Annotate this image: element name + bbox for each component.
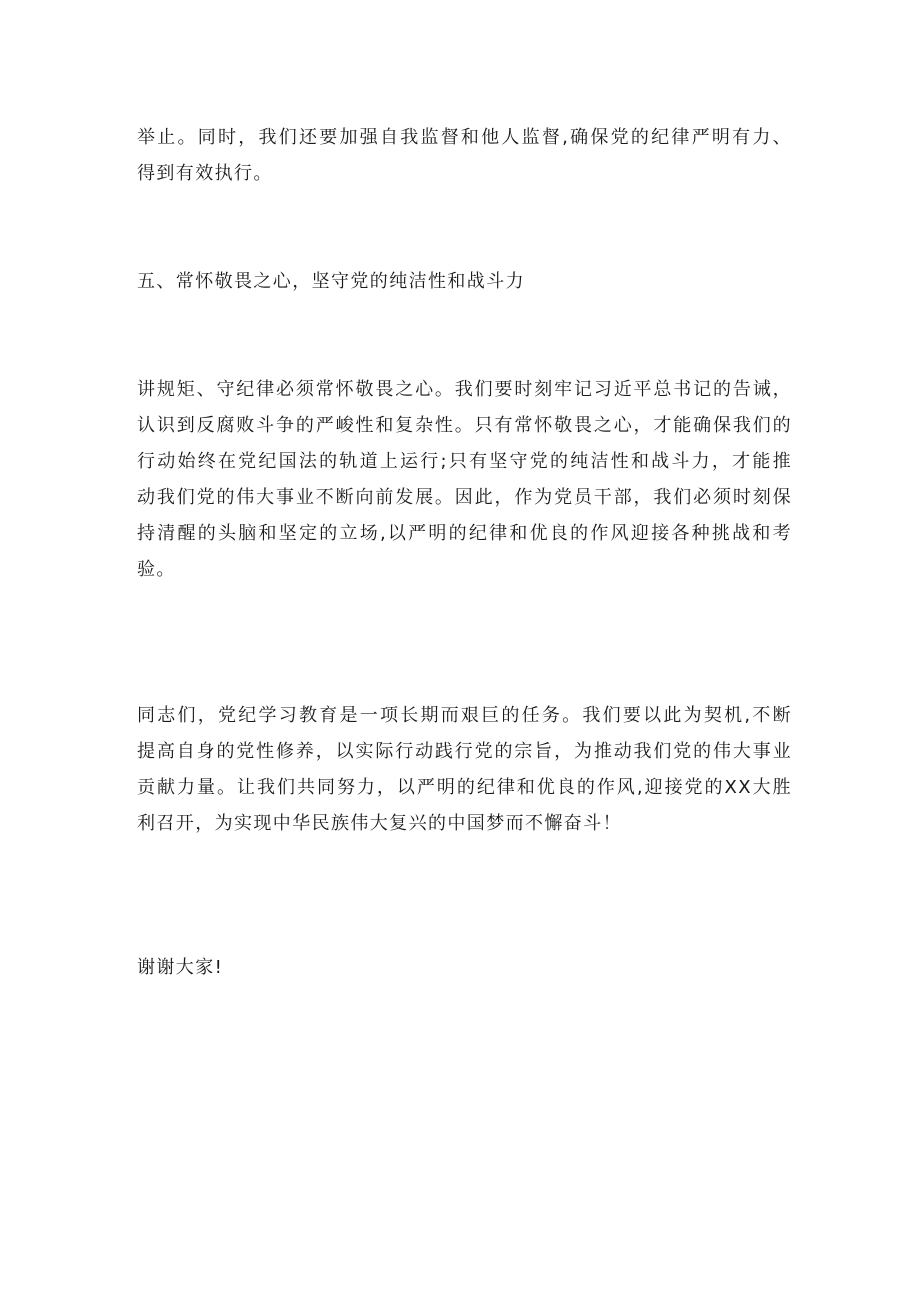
heading-text: 五、常怀敬畏之心，坚守党的纯洁性和战斗力 — [137, 271, 525, 292]
text-line: 动我们党的伟大事业不断向前发展。因此，作为党员干部，我们必须时刻保 — [137, 487, 792, 508]
paragraph-conclusion — [137, 698, 792, 842]
closing-text: 谢谢大家! — [137, 957, 224, 978]
paragraph-discipline-supervision — [137, 120, 792, 192]
closing-remark — [137, 950, 792, 986]
section-heading-5 — [137, 264, 792, 300]
text-line: 利召开，为实现中华民族伟大复兴的中国梦而不懈奋斗！ — [137, 813, 622, 834]
text-line: 提高自身的党性修养，以实际行动践行党的宗旨，为推动我们党的伟大事业 — [137, 741, 792, 762]
paragraph-reverence — [137, 372, 792, 588]
text-line: 持清醒的头脑和坚定的立场,以严明的纪律和优良的作风迎接各种挑战和考 — [137, 523, 792, 544]
text-line: 同志们，党纪学习教育是一项长期而艰巨的任务。我们要以此为契机,不断 — [137, 705, 792, 726]
text-line: 行动始终在党纪国法的轨道上运行;只有坚守党的纯洁性和战斗力，才能推 — [137, 451, 792, 472]
text-line: 贡献力量。让我们共同努力，以严明的纪律和优良的作风,迎接党的XX大胜 — [137, 777, 792, 798]
text-line: 认识到反腐败斗争的严峻性和复杂性。只有常怀敬畏之心，才能确保我们的 — [137, 415, 792, 436]
text-line: 得到有效执行。 — [137, 163, 273, 184]
text-line: 验。 — [137, 559, 176, 580]
text-line: 举止。同时，我们还要加强自我监督和他人监督,确保党的纪律严明有力、 — [137, 127, 792, 148]
text-line: 讲规矩、守纪律必须常怀敬畏之心。我们要时刻牢记习近平总书记的告诫， — [137, 379, 792, 400]
